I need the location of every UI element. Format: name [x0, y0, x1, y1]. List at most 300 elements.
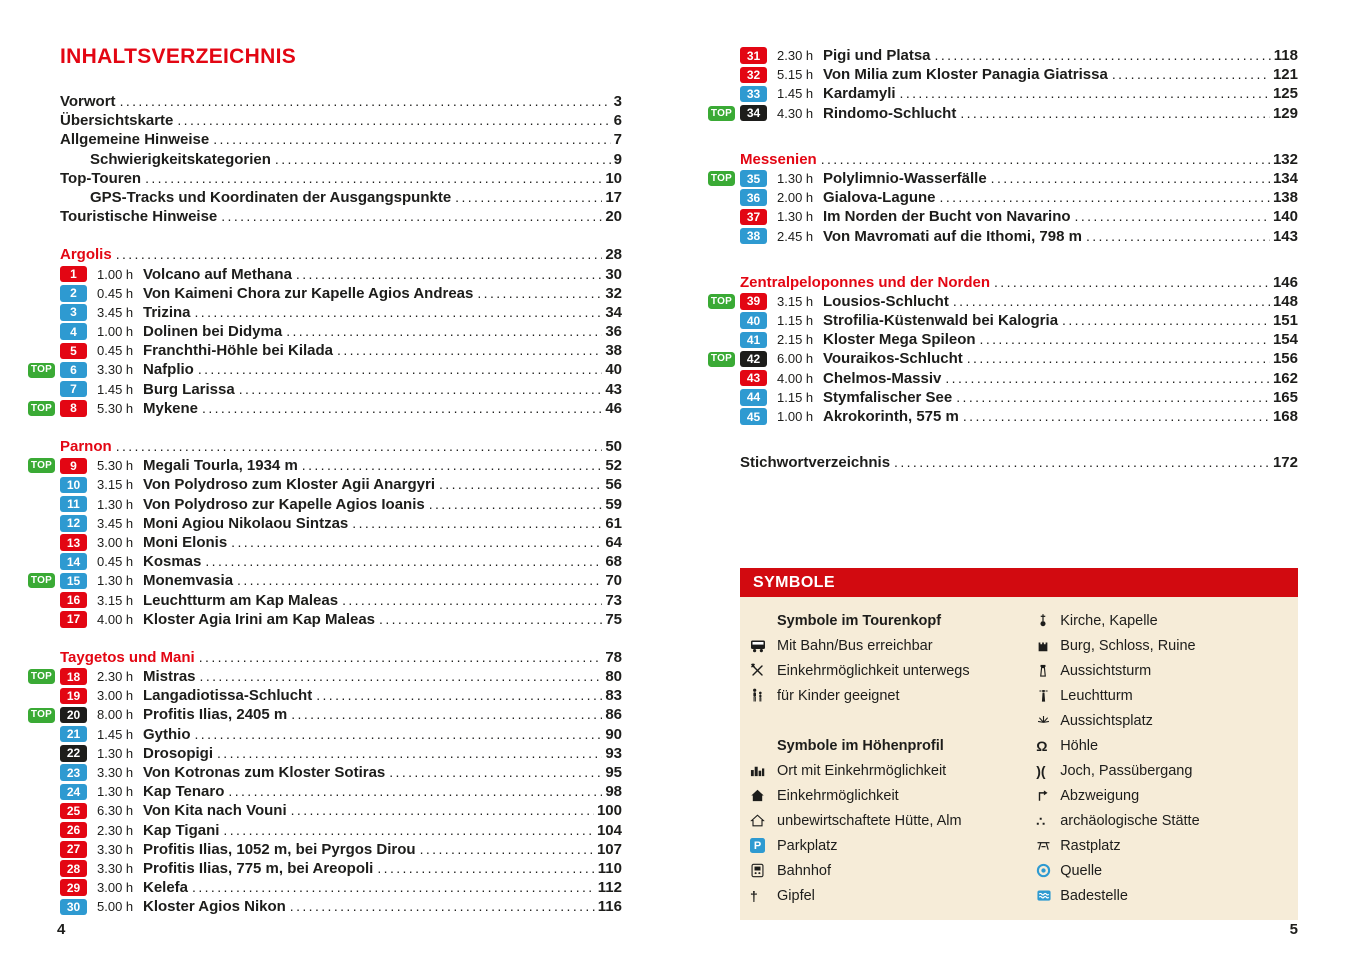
frontmatter-entry[interactable] [90, 150, 622, 169]
tour-duration: 3.30 h [97, 860, 134, 876]
bus-icon [750, 638, 777, 654]
dot-leader [352, 514, 602, 533]
page-ref: 80 [605, 668, 622, 686]
toc-section [28, 648, 622, 917]
page-ref: 78 [605, 648, 622, 666]
tour-title: Kardamyli [823, 85, 896, 103]
tour-number: 23 [60, 764, 87, 781]
dot-leader [290, 897, 595, 916]
page-ref: 156 [1272, 350, 1298, 368]
page-ref: 83 [605, 687, 622, 705]
tour-number: 32 [740, 67, 767, 84]
dot-leader [228, 782, 602, 801]
symbol-item [750, 833, 1036, 858]
top-badge: TOP [708, 171, 735, 186]
tour-duration: 1.45 h [97, 726, 134, 742]
tour-number: 8 [60, 400, 87, 417]
section-header[interactable] [740, 273, 1298, 292]
dot-leader [213, 130, 610, 149]
dot-leader [120, 92, 611, 111]
spring-icon [1036, 863, 1060, 878]
top-badge-slot [708, 294, 740, 309]
page-number-right: 5 [1289, 921, 1298, 938]
tour-entry[interactable] [708, 104, 1298, 123]
tour-title: Moni Agiou Nikolaou Sintzas [143, 514, 349, 532]
symbol-label: Quelle [1060, 862, 1103, 879]
tour-title: Kloster Mega Spileon [823, 331, 976, 349]
top-badge: TOP [708, 352, 735, 367]
page-ref: 168 [1272, 408, 1298, 425]
symbol-item [1036, 683, 1290, 708]
tour-duration: 3.30 h [97, 362, 134, 378]
symbol-item [750, 783, 1036, 808]
tour-entry[interactable] [708, 84, 1298, 103]
symbol-label: Einkehrmöglichkeit unterwegs [777, 662, 970, 679]
frontmatter-label: Übersichtskarte [60, 112, 174, 130]
frontmatter-entry[interactable] [90, 188, 622, 207]
tour-number: 43 [740, 370, 767, 387]
tour-duration: 6.30 h [97, 803, 134, 819]
tour-duration: 1.00 h [97, 324, 134, 340]
tour-title: Kap Tigani [143, 821, 220, 839]
tour-title: Gythio [143, 725, 191, 743]
symbol-label: Kirche, Kapelle [1060, 612, 1158, 629]
symbol-item [1036, 883, 1290, 908]
frontmatter-entry[interactable] [60, 92, 622, 111]
house-filled-icon [750, 788, 777, 803]
top-badge-slot [28, 573, 60, 588]
tour-entry[interactable] [28, 859, 622, 878]
tour-title: Von Kotronas zum Kloster Sotiras [143, 764, 386, 781]
tour-entry[interactable] [28, 341, 622, 360]
page-ref: 61 [605, 514, 622, 532]
tour-duration: 2.30 h [97, 669, 134, 685]
toc-page-left [28, 44, 622, 917]
tour-title: Von Kita nach Vouni [143, 802, 287, 820]
tour-number: 13 [60, 534, 87, 551]
dot-leader [286, 322, 602, 341]
tour-duration: 2.30 h [777, 48, 814, 63]
tour-number: 30 [60, 899, 87, 916]
page-number-left: 4 [57, 921, 66, 938]
symbol-item [1036, 708, 1290, 733]
tour-duration: 4.00 h [97, 611, 134, 627]
tour-entry[interactable] [28, 763, 622, 782]
symbols-legend-body [740, 597, 1298, 920]
symbol-item [750, 858, 1036, 883]
tour-entry[interactable] [28, 303, 622, 322]
tour-entry[interactable] [28, 322, 622, 341]
tour-title: Von Milia zum Kloster Panagia Giatrissa [823, 66, 1108, 84]
dot-leader [389, 763, 602, 782]
tour-title: Kloster Agios Nikon [143, 898, 286, 916]
page-ref: 56 [605, 476, 622, 494]
symbol-label: Gipfel [777, 887, 815, 904]
symbol-label: für Kinder geeignet [777, 687, 900, 704]
tour-duration: 3.15 h [97, 477, 134, 493]
dot-leader [231, 533, 602, 552]
page-ref: 107 [596, 840, 622, 858]
symbols-column-left [750, 608, 1036, 908]
tour-entry[interactable] [28, 610, 622, 629]
tour-entry[interactable] [28, 571, 622, 590]
tour-number: 5 [60, 343, 87, 360]
tour-entry[interactable] [708, 46, 1298, 65]
tour-number: 19 [60, 688, 87, 705]
symbol-item [750, 633, 1036, 658]
tour-number: 18 [60, 668, 87, 685]
page-ref: 64 [605, 533, 622, 551]
page-ref: 50 [605, 438, 622, 455]
tour-number: 39 [740, 293, 767, 310]
tour-entry[interactable] [708, 407, 1298, 426]
tour-number: 11 [60, 496, 87, 513]
tour-number: 10 [60, 477, 87, 494]
symbols-legend [740, 568, 1298, 920]
page-ref: 28 [605, 246, 622, 264]
tour-number: 26 [60, 822, 87, 839]
symbol-item [750, 758, 1036, 783]
section-header[interactable] [60, 648, 622, 667]
dot-leader [116, 245, 603, 264]
dot-leader [275, 150, 611, 169]
dot-leader [439, 475, 602, 494]
dot-leader [967, 349, 1270, 368]
tour-number: 6 [60, 362, 87, 379]
top-badge-slot [708, 106, 740, 121]
symbol-label: Leuchtturm [1060, 687, 1133, 704]
dot-leader [192, 878, 595, 897]
symbol-label: Einkehrmöglichkeit [777, 787, 899, 804]
tour-title: Profitis Ilias, 2405 m [143, 706, 288, 724]
tour-number: 22 [60, 745, 87, 762]
tour-duration: 3.45 h [97, 515, 134, 531]
tour-number: 31 [740, 47, 767, 64]
dot-leader [956, 388, 1270, 407]
dot-leader [198, 360, 602, 379]
tour-entry[interactable] [708, 227, 1298, 246]
tour-duration: 1.45 h [97, 381, 134, 397]
tour-entry[interactable] [28, 878, 622, 897]
tour-title: Profitis Ilias, 1052 m, bei Pyrgos Dirou [143, 840, 416, 858]
tour-number: 24 [60, 784, 87, 801]
tour-entry[interactable] [708, 311, 1298, 330]
right-sections [708, 46, 1298, 426]
page-ref: 129 [1272, 104, 1298, 122]
tour-title: Kelefa [143, 879, 189, 897]
page-ref: 43 [605, 380, 622, 398]
tour-entry[interactable] [28, 705, 622, 724]
dot-leader [337, 341, 602, 360]
symbol-item [1036, 783, 1290, 808]
frontmatter-label: Touristische Hinweise [60, 208, 218, 226]
symbol-label: Joch, Passübergang [1060, 762, 1193, 779]
dot-leader [195, 303, 603, 322]
symbol-item [1036, 858, 1290, 883]
tour-title: Gialova-Lagune [823, 189, 936, 207]
symbol-label: Badestelle [1060, 887, 1128, 904]
section-header[interactable] [60, 245, 622, 264]
tour-number: 44 [740, 389, 767, 406]
dot-leader [202, 399, 602, 418]
page-ref: 132 [1272, 150, 1298, 168]
tour-duration: 5.15 h [777, 67, 814, 83]
tour-entry[interactable] [28, 380, 622, 399]
swim-icon [1036, 888, 1060, 903]
tour-duration: 4.00 h [777, 370, 814, 386]
frontmatter-entry[interactable] [60, 207, 622, 226]
tour-entry[interactable] [28, 265, 622, 284]
toc-section [708, 150, 1298, 246]
dot-leader [1075, 207, 1270, 226]
frontmatter-label: Vorwort [60, 93, 116, 110]
symbol-label: Ort mit Einkehrmöglichkeit [777, 762, 947, 779]
toc-section [708, 273, 1298, 427]
dot-leader [239, 380, 603, 399]
page-ref: 98 [605, 783, 622, 801]
tour-number: 9 [60, 458, 87, 475]
page-ref: 90 [605, 725, 622, 743]
page-ref: 75 [605, 610, 622, 628]
tour-entry[interactable] [708, 349, 1298, 368]
tour-title: Profitis Ilias, 775 m, bei Areopoli [143, 859, 374, 877]
section-title: Argolis [60, 246, 112, 264]
page-ref: 32 [605, 284, 622, 302]
page-ref: 121 [1272, 66, 1298, 84]
dot-leader [379, 610, 602, 629]
tour-duration: 3.15 h [777, 293, 814, 309]
tour-title: Stymfalischer See [823, 388, 953, 406]
tour-title: Megali Tourla, 1934 m [143, 457, 298, 475]
page-ref: 118 [1273, 47, 1298, 64]
dot-leader [935, 46, 1271, 65]
page-ref: 104 [596, 821, 622, 839]
symbol-label: Abzweigung [1060, 787, 1140, 804]
tour-title: Kap Tenaro [143, 783, 225, 801]
page-ref: 125 [1272, 85, 1298, 103]
top-badge: TOP [28, 708, 55, 723]
tour-entry[interactable] [28, 495, 622, 514]
picnic-icon [1036, 838, 1060, 853]
tour-title: Chelmos-Massiv [823, 369, 942, 387]
tour-number: 12 [60, 515, 87, 532]
tour-entry[interactable] [28, 897, 622, 916]
dot-leader [420, 840, 594, 859]
tour-title: Leuchtturm am Kap Maleas [143, 591, 339, 609]
dot-leader [960, 104, 1270, 123]
symbol-label: Aussichtsplatz [1060, 712, 1153, 729]
top-badge-slot [708, 352, 740, 367]
tour-title: Pigi und Platsa [823, 47, 931, 64]
dot-leader [223, 821, 594, 840]
top-badge: TOP [28, 458, 55, 473]
dot-leader [302, 456, 603, 475]
tour-entry[interactable] [28, 686, 622, 705]
tour-entry[interactable] [28, 840, 622, 859]
tour-duration: 2.45 h [777, 228, 814, 244]
tour-entry[interactable] [708, 188, 1298, 207]
page-ref: 40 [605, 361, 622, 379]
page-ref: 10 [605, 169, 622, 187]
tour-duration: 1.15 h [777, 313, 814, 329]
left-sections [28, 245, 622, 916]
tour-duration: 2.15 h [777, 332, 814, 348]
top-badge-slot [28, 363, 60, 378]
index-entry[interactable] [740, 453, 1298, 472]
dot-leader [377, 859, 594, 878]
junction-icon [1036, 788, 1060, 803]
tour-entry[interactable] [708, 292, 1298, 311]
page-ref: 38 [605, 342, 622, 360]
tour-title: Kloster Agia Irini am Kap Maleas [143, 610, 376, 628]
tour-entry[interactable] [28, 591, 622, 610]
tour-entry[interactable] [28, 456, 622, 475]
symbol-label: archäologische Stätte [1060, 812, 1200, 829]
tour-title: Franchthi-Höhle bei Kilada [143, 342, 334, 360]
tour-entry[interactable] [708, 369, 1298, 388]
toc-page-right [708, 46, 1298, 472]
page-ref: 116 [597, 898, 622, 916]
frontmatter-entry[interactable] [60, 169, 622, 188]
page-ref: 143 [1272, 227, 1298, 245]
top-badge: TOP [28, 573, 55, 588]
tour-entry[interactable] [28, 667, 622, 686]
tour-entry[interactable] [28, 360, 622, 379]
tour-entry[interactable] [708, 330, 1298, 349]
tour-duration: 4.30 h [777, 105, 814, 121]
page-title: INHALTSVERZEICHNIS [60, 45, 297, 68]
summit-cross-icon: † [750, 887, 758, 904]
tour-entry[interactable] [708, 388, 1298, 407]
frontmatter-entry[interactable] [60, 111, 622, 130]
viewtower-icon [1036, 663, 1060, 678]
tour-duration: 1.30 h [97, 784, 134, 800]
top-badge-slot [28, 708, 60, 723]
frontmatter-label: Schwierigkeitskategorien [90, 150, 271, 168]
page-ref: 68 [605, 553, 622, 571]
tour-duration: 8.00 h [97, 707, 134, 723]
tour-duration: 1.15 h [777, 389, 814, 405]
symbol-item [1036, 808, 1290, 833]
section-header[interactable] [740, 150, 1298, 169]
tour-duration: 1.00 h [777, 409, 814, 424]
page-ref: 73 [605, 591, 622, 609]
tour-number: 42 [740, 351, 767, 368]
page-ref: 17 [605, 188, 622, 206]
top-badge: TOP [28, 363, 55, 378]
tour-entry[interactable] [28, 725, 622, 744]
dot-leader [994, 273, 1270, 292]
symbol-item [750, 808, 1036, 833]
tour-entry[interactable] [28, 533, 622, 552]
tour-number: 41 [740, 332, 767, 349]
tour-title: Von Mavromati auf die Ithomi, 798 m [823, 227, 1082, 245]
tour-entry[interactable] [708, 169, 1298, 188]
dot-leader [900, 84, 1270, 103]
tour-duration: 1.30 h [97, 745, 134, 761]
tour-entry[interactable] [28, 284, 622, 303]
index-entry-label: Stichwortverzeichnis [740, 454, 891, 472]
tour-title: Mistras [143, 668, 196, 686]
tour-title: Nafplio [143, 361, 194, 379]
tour-duration: 3.00 h [97, 688, 134, 704]
tour-entry[interactable] [28, 782, 622, 801]
tour-title: Lousios-Schlucht [823, 292, 949, 310]
tour-title: Strofilia-Küstenwald bei Kalogria [823, 312, 1059, 330]
tour-title: Monemvasia [143, 572, 234, 590]
tour-title: Von Polydroso zur Kapelle Agios Ioanis [143, 495, 425, 513]
dot-leader [945, 369, 1270, 388]
frontmatter-list [28, 92, 622, 226]
symbols-legend-title: SYMBOLE [740, 568, 1298, 597]
dot-leader [1086, 227, 1270, 246]
tour-entry[interactable] [28, 399, 622, 418]
tour-duration: 3.30 h [97, 841, 134, 857]
tour-duration: 2.00 h [777, 190, 814, 206]
dot-leader [296, 265, 602, 284]
tour-title: Langadiotissa-Schlucht [143, 687, 313, 705]
symbols-subheading: Symbole im Höhenprofil [777, 737, 944, 754]
frontmatter-label: Top-Touren [60, 169, 142, 187]
pass-icon: )( [1036, 762, 1046, 779]
tour-title: Polylimnio-Wasserfälle [823, 169, 987, 187]
dot-leader [291, 801, 594, 820]
tour-entry[interactable] [28, 514, 622, 533]
tour-entry[interactable] [28, 801, 622, 820]
tour-entry[interactable] [28, 552, 622, 571]
frontmatter-entry[interactable] [60, 130, 622, 149]
tour-entry[interactable] [708, 207, 1298, 226]
tour-entry[interactable] [28, 744, 622, 763]
tour-entry[interactable] [28, 821, 622, 840]
dot-leader [316, 686, 602, 705]
section-header[interactable] [60, 437, 622, 456]
symbol-item [1036, 658, 1290, 683]
toc-section [28, 437, 622, 629]
hut-outline-icon [750, 813, 777, 828]
dot-leader [116, 437, 603, 456]
symbol-label: unbewirtschaftete Hütte, Alm [777, 812, 962, 829]
dot-leader [177, 111, 610, 130]
top-badge: TOP [28, 669, 55, 684]
frontmatter-label: GPS-Tracks und Koordinaten der Ausgangspunkte [90, 188, 452, 206]
page-ref: 86 [605, 706, 622, 724]
tour-duration: 1.30 h [97, 573, 134, 589]
page-ref: 30 [605, 265, 622, 283]
dot-leader [821, 150, 1270, 169]
dot-leader [991, 169, 1270, 188]
tour-entry[interactable] [28, 475, 622, 494]
symbol-label: Burg, Schloss, Ruine [1060, 637, 1196, 654]
page-ref: 140 [1272, 208, 1298, 226]
train-icon [750, 863, 777, 878]
tour-number: 4 [60, 323, 87, 340]
tour-entry[interactable] [708, 65, 1298, 84]
church-icon [1036, 613, 1060, 628]
tour-number: 35 [740, 170, 767, 187]
top-badge-slot [28, 458, 60, 473]
page-ref: 100 [596, 802, 622, 820]
top-badge: TOP [708, 106, 735, 121]
tour-number: 36 [740, 189, 767, 206]
tour-number: 28 [60, 860, 87, 877]
symbol-label: Mit Bahn/Bus erreichbar [777, 637, 933, 654]
symbol-item [1036, 608, 1290, 633]
tour-title: Mykene [143, 399, 199, 417]
tour-duration: 0.45 h [97, 554, 134, 570]
tour-duration: 5.30 h [97, 400, 134, 416]
parking-icon: P [750, 838, 777, 853]
